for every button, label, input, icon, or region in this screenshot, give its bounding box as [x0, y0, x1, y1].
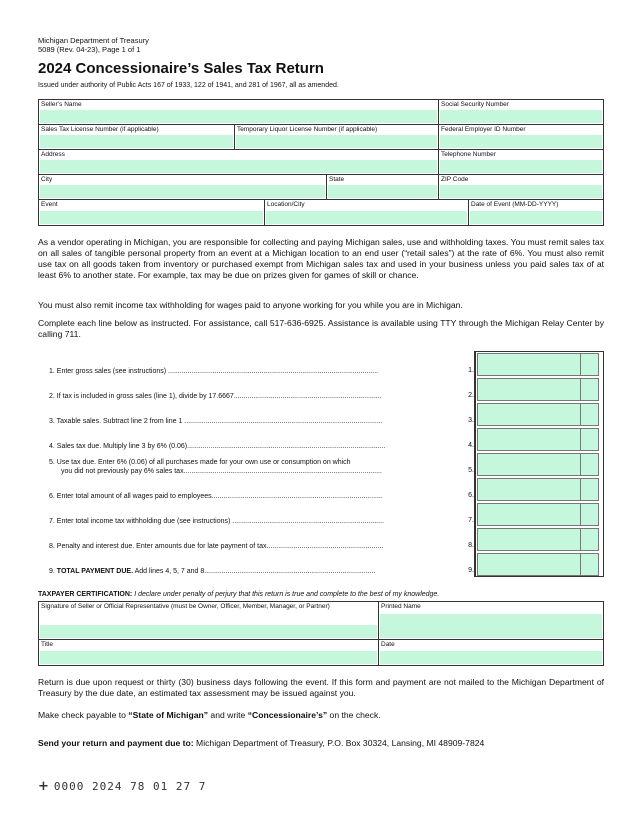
- line-4-number: 4.: [468, 442, 474, 449]
- printed-name-field[interactable]: [379, 602, 603, 639]
- location-label: Location/City: [267, 201, 305, 208]
- line-7-amount-input[interactable]: [477, 503, 599, 526]
- telephone-field[interactable]: [439, 150, 603, 174]
- line-3-number: 3.: [468, 417, 474, 424]
- line-1-number: 1.: [468, 367, 474, 374]
- barcode-number: 0000 2024 78 01 27 7: [53, 780, 207, 793]
- grid-row-1: [39, 100, 603, 125]
- event-date-input[interactable]: [470, 211, 602, 224]
- authority-note: Issued under authority of Public Acts 167 of 1933, 122 of 1941, and 281 of 1967, all as amended.: [38, 82, 339, 89]
- form-title: 2024 Concessionaire’s Sales Tax Return: [38, 60, 324, 77]
- amount-column: [474, 351, 604, 577]
- title-field[interactable]: [39, 640, 379, 665]
- address-label: Address: [41, 151, 65, 158]
- line-1-amount-input[interactable]: [477, 353, 599, 376]
- telephone-label: Telephone Number: [441, 151, 496, 158]
- certification-statement: I declare under penalty of perjury that this return is true and complete to the best of my knowledge.: [134, 591, 440, 598]
- line-5-amount-input[interactable]: [477, 453, 599, 476]
- due-date-notice: Return is due upon request or thirty (30) business days following the event. If this form and payment are not mailed to the Michigan Department of Treasury by the due date, an estimated tax assessment may be issued against you.: [38, 677, 604, 698]
- event-label: Event: [41, 201, 58, 208]
- event-input[interactable]: [40, 211, 263, 224]
- certification-heading: [38, 591, 439, 598]
- line-6-amount-input[interactable]: [477, 478, 599, 501]
- line-4-text: 4. Sales tax due. Multiply line 3 by 6% (0.06)......................................................................................................: [49, 443, 386, 450]
- line-8-number: 8.: [468, 542, 474, 549]
- intro-paragraph-1: As a vendor operating in Michigan, you are responsible for collecting and paying Michigan sales, use and withholding taxes. You must remit sales tax on all sales of tangible personal property from an event at a Michigan location to an end user (“retail sales”) at the rate of 6%. You must also remit use tax on all goods taken from inventory or purchased exempt from Michigan sales tax and used in your business unless you paid sales tax of at least 6% to another state. For example, tax may be due on prizes given for games of skill or chance.: [38, 237, 604, 280]
- date-field[interactable]: [379, 640, 603, 665]
- cert-row-1: [39, 602, 603, 640]
- form-barcode: [38, 779, 206, 794]
- location-field[interactable]: [265, 200, 469, 225]
- check-memo: “Concessionaire’s”: [247, 710, 328, 720]
- department-name: Michigan Department of Treasury: [38, 36, 149, 45]
- address-input[interactable]: [40, 160, 437, 173]
- line-6-text: 6. Enter total amount of all wages paid to employees........................................................................................: [49, 493, 383, 500]
- grid-row-5: [39, 200, 603, 225]
- city-field[interactable]: [39, 175, 327, 199]
- line-7-text: 7. Enter total income tax withholding due (see instructions) ..............................................................................: [49, 518, 384, 525]
- check-instructions: [38, 710, 604, 721]
- signature-input[interactable]: [40, 625, 377, 638]
- grid-row-2: [39, 125, 603, 150]
- line-9-amount-input[interactable]: [477, 553, 599, 576]
- sales-tax-license-input[interactable]: [40, 135, 233, 148]
- line-4-amount-input[interactable]: [477, 428, 599, 451]
- seller-name-label: Seller’s Name: [41, 101, 82, 108]
- liquor-license-field[interactable]: [235, 125, 439, 149]
- title-label: Title: [41, 641, 54, 648]
- event-date-label: Date of Event (MM-DD-YYYY): [471, 201, 559, 208]
- grid-row-3: [39, 150, 603, 175]
- certification-title: TAXPAYER CERTIFICATION:: [38, 591, 133, 598]
- line-9-instructions: Add lines 4, 5, 7 and 8........................................................................................: [133, 568, 376, 575]
- date-label: Date: [381, 641, 395, 648]
- form-id: 5089 (Rev. 04-23), Page 1 of 1: [38, 45, 141, 54]
- fein-field[interactable]: [439, 125, 603, 149]
- line-5-text-continued: you did not previously pay 6% sales tax......................................................................................................: [61, 468, 382, 475]
- line-9-text: [49, 567, 458, 576]
- date-input[interactable]: [380, 651, 602, 664]
- cert-row-2: [39, 640, 603, 665]
- send-label: Send your return and payment due to:: [38, 738, 194, 748]
- city-label: City: [41, 176, 53, 183]
- seller-name-input[interactable]: [40, 110, 437, 123]
- sales-tax-license-label: Sales Tax License Number (if applicable): [41, 126, 159, 133]
- telephone-input[interactable]: [440, 160, 602, 173]
- taxpayer-info-grid: [38, 99, 604, 226]
- intro-paragraph-2: You must also remit income tax withholding for wages paid to anyone working for you while you are in Michigan.: [38, 300, 463, 310]
- line-2-text: 2. If tax is included in gross sales (line 1), divide by 17.6667............................................................................: [49, 393, 382, 400]
- seller-name-field[interactable]: [39, 100, 439, 124]
- intro-paragraph-3: Complete each line below as instructed. For assistance, call 517-636-6925. Assistance is available using TTY through the Michigan Relay Center by calling 711.: [38, 318, 604, 339]
- line-8-text: 8. Penalty and interest due. Enter amounts due for late payment of tax............................................................: [49, 543, 384, 550]
- sales-tax-license-field[interactable]: [39, 125, 235, 149]
- check-payee: “State of Michigan”: [128, 710, 209, 720]
- signature-field[interactable]: [39, 602, 379, 639]
- registration-mark-icon: +: [38, 779, 50, 794]
- state-field[interactable]: [327, 175, 439, 199]
- line-7-number: 7.: [468, 517, 474, 524]
- line-3-amount-input[interactable]: [477, 403, 599, 426]
- fein-label: Federal Employer ID Number: [441, 126, 526, 133]
- ssn-field[interactable]: [439, 100, 603, 124]
- send-address: Michigan Department of Treasury, P.O. Box 30324, Lansing, MI 48909-7824: [193, 738, 485, 748]
- line-5-number: 5.: [468, 467, 474, 474]
- ssn-label: Social Security Number: [441, 101, 509, 108]
- grid-row-4: [39, 175, 603, 200]
- line-3-text: 3. Taxable sales. Subtract line 2 from line 1 ......................................................................................................: [49, 418, 383, 425]
- line-9-prefix: 9.: [49, 568, 57, 575]
- title-input[interactable]: [40, 651, 377, 664]
- line-5-text: 5. Use tax due. Enter 6% (0.06) of all purchases made for your own use or consumption on which: [49, 459, 351, 466]
- zip-input[interactable]: [440, 185, 602, 198]
- tax-lines: [38, 351, 604, 577]
- liquor-license-input[interactable]: [236, 135, 437, 148]
- city-input[interactable]: [40, 185, 325, 198]
- event-date-field[interactable]: [469, 200, 603, 225]
- line-6-number: 6.: [468, 492, 474, 499]
- line-2-amount-input[interactable]: [477, 378, 599, 401]
- check-pre: Make check payable to: [38, 710, 129, 720]
- line-1-text: 1. Enter gross sales (see instructions) ............................................................................................................: [49, 368, 379, 375]
- event-field[interactable]: [39, 200, 265, 225]
- fein-input[interactable]: [440, 135, 602, 148]
- zip-field[interactable]: [439, 175, 603, 199]
- liquor-license-label: Temporary Liquor License Number (if applicable): [237, 126, 378, 133]
- certification-grid: [38, 601, 604, 666]
- zip-label: ZIP Code: [441, 176, 469, 183]
- signature-label: Signature of Seller or Official Representative (must be Owner, Officer, Member, Manager, or Partner): [41, 603, 330, 610]
- ssn-input[interactable]: [440, 110, 602, 123]
- printed-name-label: Printed Name: [381, 603, 421, 610]
- address-field[interactable]: [39, 150, 439, 174]
- line-8-amount-input[interactable]: [477, 528, 599, 551]
- check-mid: and write: [208, 710, 248, 720]
- line-2-number: 2.: [468, 392, 474, 399]
- mailing-instructions: [38, 738, 604, 749]
- state-label: State: [329, 176, 345, 183]
- location-input[interactable]: [266, 211, 467, 224]
- line-9-bold-label: TOTAL PAYMENT DUE.: [56, 568, 134, 575]
- department-header: [38, 36, 149, 54]
- printed-name-input[interactable]: [380, 614, 602, 638]
- state-input[interactable]: [328, 185, 437, 198]
- check-post: on the check.: [327, 710, 381, 720]
- line-9-number: 9.: [468, 567, 474, 574]
